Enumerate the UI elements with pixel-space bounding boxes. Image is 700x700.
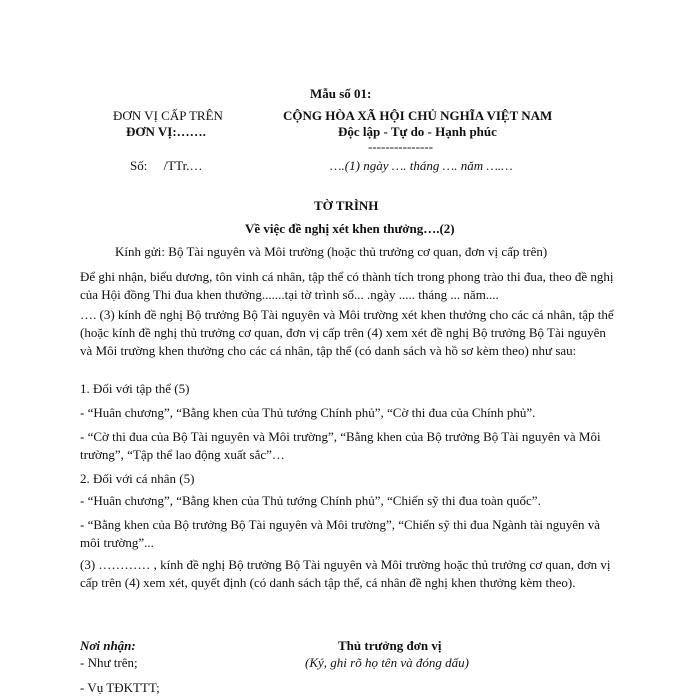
collective-item-1: - “Huân chương”, “Bằng khen của Thủ tướng Chính phủ”, “Cờ thi đua của Chính phủ”.: [80, 405, 536, 420]
collective-item-2: - “Cờ thi đua của Bộ Tài nguyên và Môi trường”, “Bằng khen của Bộ trưởng Bộ Tài nguyên và Môi trường”, “Tập thể lao động xuất sắc”…: [80, 429, 601, 462]
document-number: Số: /TTr.…: [130, 158, 203, 173]
issuer-unit: ĐƠN VỊ:…….: [126, 124, 206, 139]
recipient-item: - Như trên;: [80, 655, 138, 670]
motto-divider: ---------------: [368, 139, 433, 154]
section-collective: 1. Đối với tập thể (5): [80, 381, 190, 396]
motto: Độc lập - Tự do - Hạnh phúc: [338, 124, 497, 139]
paragraph-closing: (3) ………… , kính đề nghị Bộ trưởng Bộ Tài nguyên và Môi trường hoặc thủ trưởng cơ quan, đơn vị cấp trên (4) xem xét, quyết định (có danh sách tập thể, cá nhân đề nghị khen thưởng kèm theo).: [80, 557, 611, 590]
signer-title: Thủ trưởng đơn vị: [338, 638, 442, 653]
paragraph-intro: Để ghi nhận, biểu dương, tôn vinh cá nhân, tập thể có thành tích trong phong trào thi đua, theo đề nghị của Hội đồng Thi đua khen thưởng.......tại tờ trình số... .ngày ..... tháng ... năm....: [80, 269, 614, 302]
form-label: Mẫu số 01:: [310, 86, 372, 101]
recipients-label: Nơi nhận:: [80, 638, 136, 653]
signer-note: (Ký, ghi rõ họ tên và đóng dấu): [305, 655, 469, 670]
recipient-item: - Vụ TĐKTTT;: [80, 680, 160, 695]
paragraph-request: …. (3) kính đề nghị Bộ trưởng Bộ Tài nguyên và Môi trường xét khen thưởng cho các cá nhân, tập thể (hoặc kính đề nghị thủ trưởng cơ quan, đơn vị cấp trên (4) xem xét đề nghị Bộ trưởng Bộ Tài nguyên và Môi trường khen thưởng cho các cá nhân, tập thể (có danh sách và hồ sơ kèm theo) như sau:: [80, 307, 614, 358]
addressee: Kính gửi: Bộ Tài nguyên và Môi trường (hoặc thủ trưởng cơ quan, đơn vị cấp trên): [115, 244, 548, 259]
section-individual: 2. Đối với cá nhân (5): [80, 471, 195, 486]
document-title: TỜ TRÌNH: [314, 198, 379, 213]
issuer-superior: ĐƠN VỊ CẤP TRÊN: [113, 108, 223, 123]
individual-item-2: - “Bằng khen của Bộ trưởng Bộ Tài nguyên và Môi trường”, “Chiến sỹ thi đua Ngành tài nguyên và môi trường”...: [80, 517, 601, 550]
document-date: ….(1) ngày …. tháng …. năm ….…: [330, 158, 513, 173]
individual-item-1: - “Huân chương”, “Bằng khen của Thủ tướng Chính phủ”, “Chiến sỹ thi đua toàn quốc”.: [80, 493, 541, 508]
document-subtitle: Về việc đề nghị xét khen thưởng….(2): [245, 221, 455, 236]
country-name: CỘNG HÒA XÃ HỘI CHỦ NGHĨA VIỆT NAM: [283, 108, 553, 123]
